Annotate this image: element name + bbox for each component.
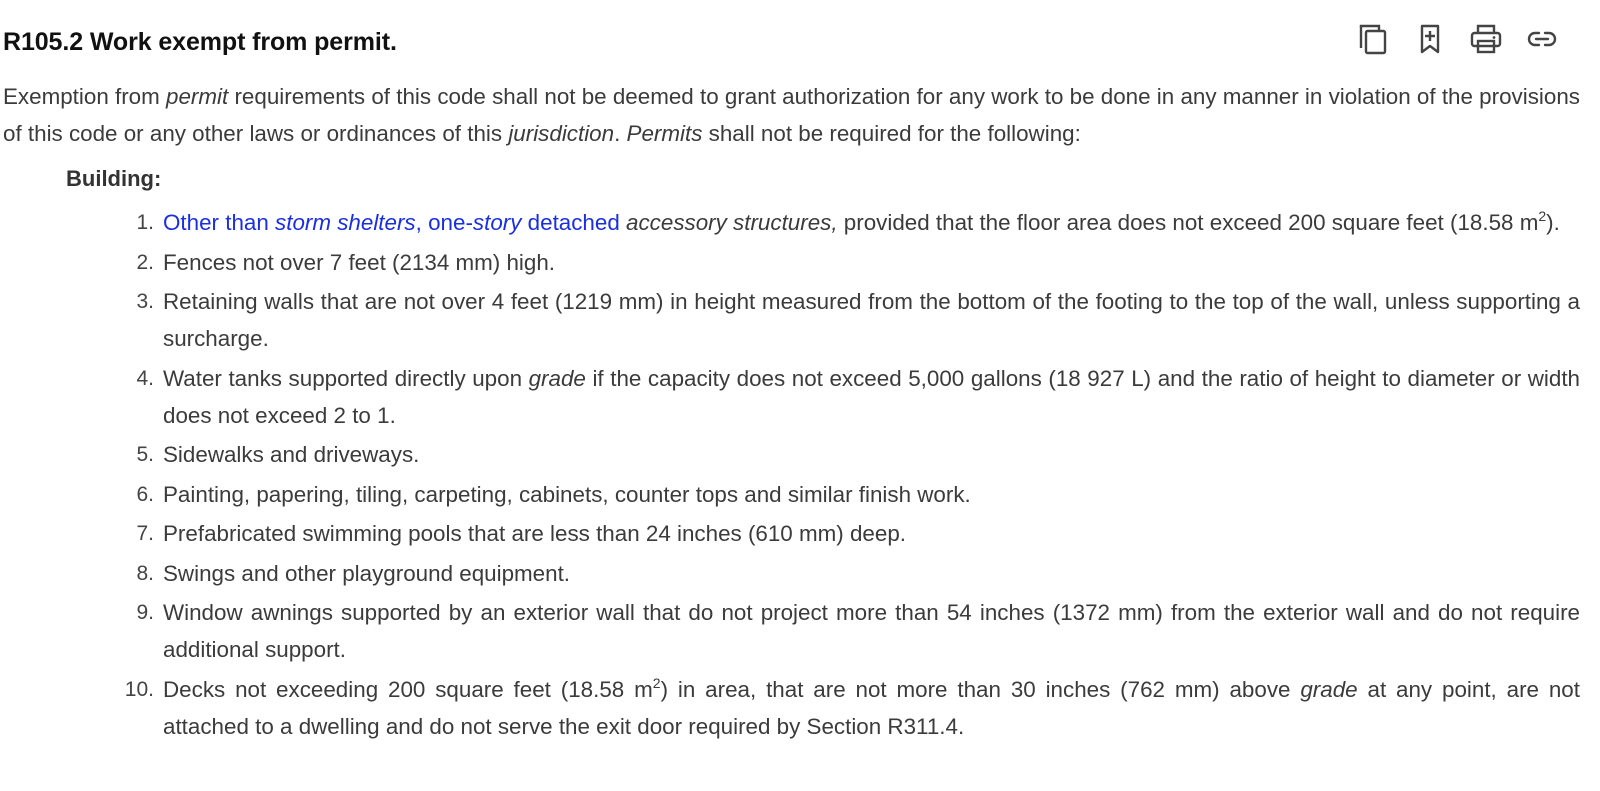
copy-icon (1357, 22, 1391, 56)
item-number: 1. (136, 211, 154, 234)
exemption-list (3, 204, 1580, 747)
list-item-8 (3, 555, 1580, 592)
list-item-2 (3, 244, 1580, 281)
item-text: ) in area, that are not more than 30 inches (762 mm) above (660, 676, 1301, 702)
superscript: 2 (1538, 208, 1547, 224)
item-text: Painting, papering, tiling, carpeting, cabinets, counter tops and similar finish work. (163, 481, 971, 507)
superscript: 2 (652, 674, 661, 691)
item-text: Sidewalks and driveways. (163, 442, 420, 467)
copy-button[interactable] (1355, 20, 1393, 58)
item-number: 2. (136, 250, 154, 274)
intro-text: Exemption from (3, 84, 167, 109)
list-item-9 (3, 594, 1580, 668)
item-number: 4. (136, 366, 154, 390)
bookmark-add-icon (1413, 22, 1447, 56)
item-text: Water tanks supported directly upon (163, 365, 529, 391)
item-number: 8. (136, 561, 154, 585)
defined-term-accessory-structures: accessory structures, (626, 210, 838, 235)
section-toolbar (1355, 20, 1561, 58)
intro-text: shall not be required for the following: (702, 121, 1081, 146)
item-text: Retaining walls that are not over 4 feet (1219 mm) in height measured from the bottom of the footing to the top of the wall, unless supporting a surcharge. (163, 289, 1580, 351)
print-icon (1469, 22, 1503, 56)
item-text: Prefabricated swimming pools that are less than 24 inches (610 mm) deep. (163, 521, 906, 546)
item-text: Decks not exceeding 200 square feet (18.58 m (163, 676, 653, 702)
item-text: Swings and other playground equipment. (163, 560, 571, 586)
item-number: 10. (124, 677, 154, 701)
intro-paragraph (3, 78, 1580, 152)
item-number: 9. (136, 601, 154, 624)
list-item-6 (3, 476, 1580, 513)
defined-term-jurisdiction: jurisdiction (508, 121, 615, 146)
item-text: if the capacity does not exceed 5,000 gallons (18 927 L) and the ratio of height to diameter or width does not exceed 2 to 1. (163, 365, 1580, 428)
defined-term-grade: grade (1300, 676, 1358, 702)
section-header (3, 0, 1597, 86)
print-button[interactable] (1467, 20, 1505, 58)
item-text: at any point, are not attached to a dwelling and do not serve the exit door required by Section R311.4. (163, 676, 1580, 739)
highlighted-text: Other than storm shelters, one-story detached (163, 210, 620, 235)
item-number: 3. (136, 290, 154, 313)
list-item-7 (3, 515, 1580, 552)
item-number: 6. (136, 482, 154, 506)
item-text: Window awnings supported by an exterior wall that do not project more than 54 inches (1372 mm) from the exterior wall and do not require additional support. (163, 600, 1580, 662)
defined-term-permit: permit (166, 84, 229, 109)
defined-term-storm-shelters: storm shelters (275, 210, 416, 235)
intro-text: . (614, 121, 627, 146)
item-number: 5. (136, 443, 154, 466)
list-item-3 (3, 283, 1580, 357)
list-item-10 (3, 671, 1580, 745)
code-section (3, 0, 1597, 739)
link-icon (1525, 22, 1559, 56)
item-number: 7. (136, 522, 154, 545)
bookmark-add-button[interactable] (1411, 20, 1449, 58)
list-item-4 (3, 360, 1580, 434)
defined-term-grade: grade (528, 365, 586, 391)
section-title: R105.2 Work exempt from permit. (3, 28, 397, 56)
intro-text: requirements of this code shall not be deemed to grant authorization for any work to be done in any manner in violation of the provisions of this code or any other laws or ordinances of this (3, 84, 1580, 146)
defined-term-story: story (472, 210, 522, 235)
item-text: Fences not over 7 feet (2134 mm) high. (163, 249, 556, 275)
list-item-5 (3, 436, 1580, 473)
defined-term-permits: Permits (626, 121, 703, 146)
list-item-1: 1. Other than storm shelters, one-story detached accessory structures, provided that the floor area does not exceed 200 square feet (18.58 $m^2$). (3, 204, 1580, 241)
building-label: Building: (66, 166, 162, 191)
copy-link-button[interactable] (1523, 20, 1561, 58)
